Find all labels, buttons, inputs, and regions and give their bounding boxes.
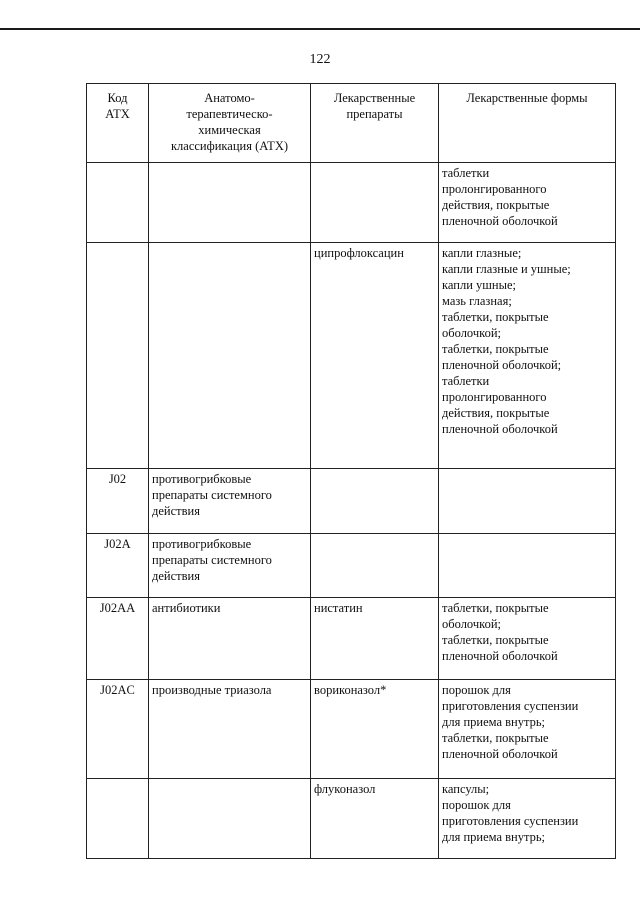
cell-classification: [149, 163, 311, 243]
table-row: [87, 243, 616, 469]
header-classification: Анатомо- терапевтическо- химическая классификация (АТХ): [149, 84, 311, 163]
cell-forms: таблетки, покрытые оболочкой; таблетки, покрытые пленочной оболочкой: [439, 598, 616, 680]
header-forms: Лекарственные формы: [439, 84, 616, 163]
cell-classification: антибиотики: [149, 598, 311, 680]
header-drugs: Лекарственные препараты: [311, 84, 439, 163]
cell-drug: [311, 469, 439, 534]
cell-forms: порошок для приготовления суспензии для приема внутрь; таблетки, покрытые пленочной оболочкой: [439, 680, 616, 779]
cell-classification: [149, 779, 311, 859]
cell-forms: [439, 469, 616, 534]
top-rule: [0, 28, 640, 30]
cell-drug: флуконазол: [311, 779, 439, 859]
cell-code: [87, 243, 149, 469]
table-header-row: [87, 84, 616, 163]
cell-code: [87, 779, 149, 859]
cell-forms: [439, 534, 616, 598]
cell-forms: капсулы; порошок для приготовления суспензии для приема внутрь;: [439, 779, 616, 859]
table-row: [87, 779, 616, 859]
cell-code: J02A: [87, 534, 149, 598]
cell-classification: противогрибковые препараты системного действия: [149, 534, 311, 598]
cell-classification: производные триазола: [149, 680, 311, 779]
cell-drug: ципрофлоксацин: [311, 243, 439, 469]
cell-code: J02AC: [87, 680, 149, 779]
table-row: [87, 469, 616, 534]
table-row: [87, 598, 616, 680]
table-row: [87, 680, 616, 779]
table-row: [87, 163, 616, 243]
header-code: Код АТХ: [87, 84, 149, 163]
cell-drug: [311, 534, 439, 598]
cell-code: J02: [87, 469, 149, 534]
cell-classification: [149, 243, 311, 469]
cell-code: [87, 163, 149, 243]
cell-forms: капли глазные; капли глазные и ушные; капли ушные; мазь глазная; таблетки, покрытые оболочкой; таблетки, покрытые пленочной оболочкой; таблетки пролонгированного действия, покрытые пленочной оболочкой: [439, 243, 616, 469]
cell-code: J02AA: [87, 598, 149, 680]
cell-forms: таблетки пролонгированного действия, покрытые пленочной оболочкой: [439, 163, 616, 243]
cell-drug: [311, 163, 439, 243]
cell-classification: противогрибковые препараты системного действия: [149, 469, 311, 534]
cell-drug: нистатин: [311, 598, 439, 680]
page-number: 122: [309, 52, 331, 67]
atx-table: [86, 83, 616, 859]
table-row: [87, 534, 616, 598]
cell-drug: вориконазол*: [311, 680, 439, 779]
